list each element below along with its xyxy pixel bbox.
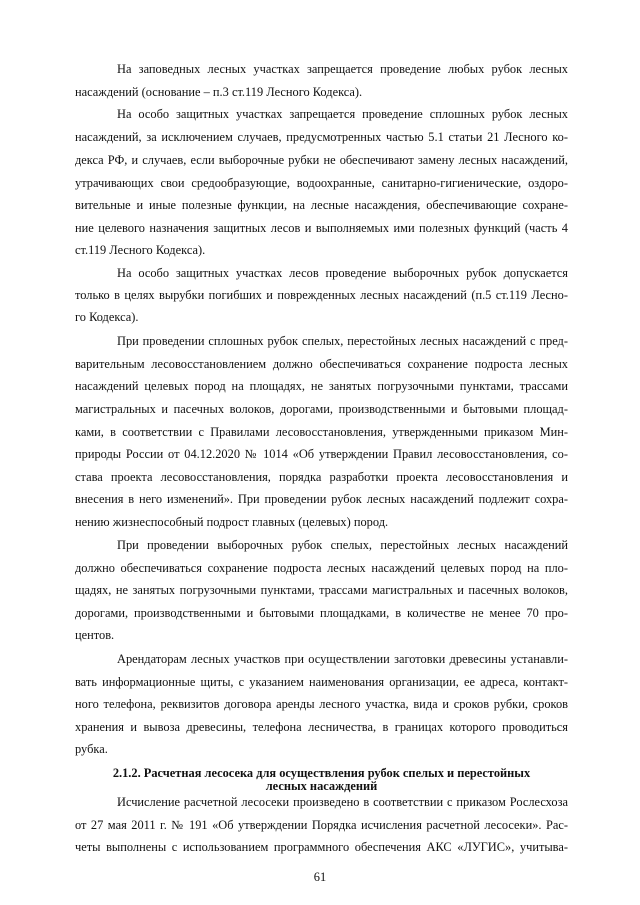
text-line: утрачивающих свои средообразующие, водоохранные, санитарно-гигиенические, оздоро- [75, 176, 568, 190]
text-line: Арендаторам лесных участков при осуществлении заготовки древесины устанавли- [117, 652, 568, 666]
text-line: должно обеспечиваться сохранение подроста лесных насаждений целевых пород на пло- [75, 561, 568, 575]
text-line: става проекта лесовосстановления, порядка разработки проекта лесовосстановления и [75, 470, 568, 484]
text-line: При проведении выборочных рубок спелых, перестойных лесных насаждений [117, 538, 568, 552]
text-line: нению жизнеспособный подрост главных (целевых) пород. [75, 515, 389, 529]
text-line: ками, в соответствии с Правилами лесовосстановления, утвержденными приказом Мин- [75, 425, 568, 439]
text-line: насаждений целевых пород на площадях, не занятых погрузочными пунктами, трассами [75, 379, 568, 393]
text-line: от 27 мая 2011 г. № 191 «Об утверждении Порядка исчисления расчетной лесосеки». Рас- [75, 818, 568, 832]
text-line: вать информационные щиты, с указанием наименования организации, ее адреса, контакт- [75, 675, 568, 689]
text-line: декса РФ, и случаев, если выборочные рубки не обеспечивают замену лесных насаждений, [75, 153, 568, 167]
text-line: внесения в него изменений». При проведении рубок лесных насаждений подлежит сохра- [75, 492, 568, 506]
text-line: При проведении сплошных рубок спелых, перестойных лесных насаждений с пред- [117, 334, 568, 348]
text-line: вительные и иные полезные функции, на лесные насаждения, обеспечивающие сохране- [75, 198, 568, 212]
text-line: магистральных и пасечных волоков, дорогами, производственными и бытовыми площад- [75, 402, 568, 416]
text-line: центов. [75, 628, 115, 642]
text-line: хранения и вывоза древесины, телефона лесничества, в границах которого проводиться [75, 720, 568, 734]
text-line: четы выполнены с использованием программного обеспечения АКС «ЛУГИС», учитыва- [75, 840, 568, 854]
text-line: ного телефона, реквизитов договора аренды лесного участка, вида и сроков рубки, сроков [75, 697, 568, 711]
text-line: насаждений (основание – п.3 ст.119 Лесного Кодекса). [75, 85, 363, 99]
page-number: 61 [313, 870, 327, 884]
text-line: насаждений, за исключением случаев, предусмотренных частью 5.1 статьи 21 Лесного ко- [75, 130, 568, 144]
text-line: ст.119 Лесного Кодекса). [75, 243, 206, 257]
text-line: ние целевого назначения защитных лесов и выполняемых ими полезных функций (часть 4 [75, 221, 568, 235]
text-line: Исчисление расчетной лесосеки произведено в соответствии с приказом Рослесхоза [117, 795, 568, 809]
text-line: го Кодекса). [75, 310, 139, 324]
text-line: На особо защитных участках лесов проведение выборочных рубок допускается [117, 266, 568, 280]
section-heading-line-2: лесных насаждений [265, 779, 378, 793]
text-line: На особо защитных участках запрещается проведение сплошных рубок лесных [117, 107, 568, 121]
text-line: На заповедных лесных участках запрещается проведение любых рубок лесных [117, 62, 568, 76]
text-line: варительным лесовосстановлением должно обеспечиваться сохранение подроста лесных [75, 357, 568, 371]
text-line: только в целях вырубки погибших и поврежденных лесных насаждений (п.5 ст.119 Лесно- [75, 288, 568, 302]
text-line: природы России от 04.12.2020 № 1014 «Об утверждении Правил лесовосстановления, со- [75, 447, 568, 461]
text-line: дорогами, производственными и бытовыми площадками, в количестве не менее 70 про- [75, 606, 568, 620]
text-line: рубка. [75, 742, 108, 756]
section-heading-line-1: 2.1.2. Расчетная лесосека для осуществления рубок спелых и перестойных [112, 766, 531, 780]
text-line: щадях, не занятых погрузочными пунктами, трассами магистральных и пасечных волоков, [75, 583, 568, 597]
